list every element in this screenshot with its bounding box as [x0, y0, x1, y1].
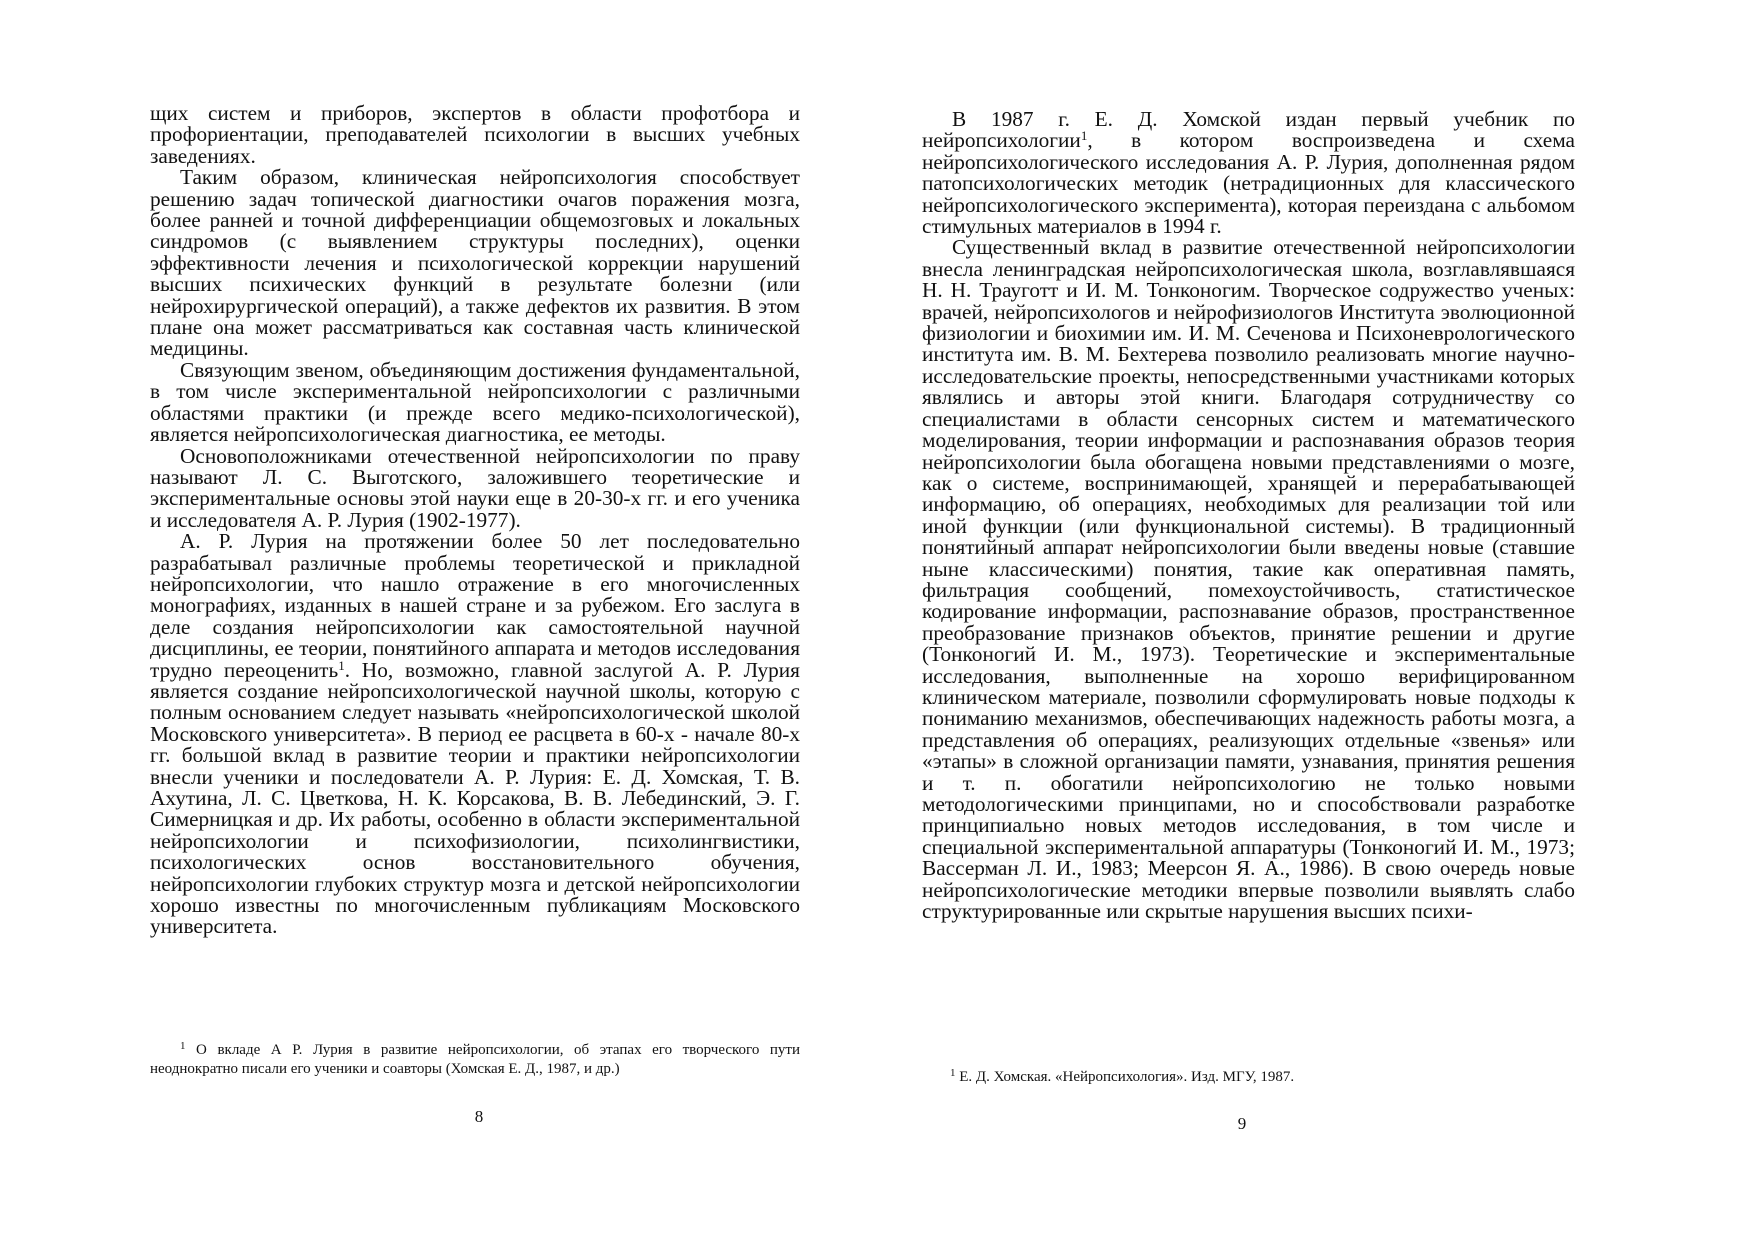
footnote-mark: 1: [950, 1067, 956, 1079]
left-page-body: [150, 103, 800, 938]
paragraph: [150, 531, 800, 938]
paragraph: Основоположниками отечественной нейропсихологии по праву называют Л. С. Выготского, заложившего теоретические и экспериментальные основы этой науки еще в 20-30-х гг. и его ученика и исследователя А. Р. Лурия (1902-1977).: [150, 443, 800, 532]
paragraph-text: А. Р. Лурия на протяжении более 50 лет последовательно разрабатывал различные проблемы теоретической и прикладной нейропсихологии, что нашло отражение в его многочисленных монографиях, изданных в нашей стране и за рубежом. Его заслуга в деле создания нейропсихологии как самостоятельной научной дисциплины, ее теории, понятийного аппарата и методов исследования трудно переоценить: [150, 529, 800, 682]
paragraph: Таким образом, клиническая нейропсихология способствует решению задач топической диагностики очагов поражения мозга, более ранней и точной дифференциации общемозговых и локальных синдромов (с выявлением структуры последних), оценки эффективности лечения и психологической коррекции нарушений высших психических функций в результате болезни (или нейрохирургической операций), а также дефектов их развития. В этом плане она может рассматриваться как составная часть клинической медицины.: [150, 165, 800, 361]
footnote-marker: 1: [338, 657, 345, 673]
paragraph-text: , в котором воспроизведена и схема нейропсихологического исследования А. Р. Лурия, дополненная рядом патопсихологических методик (нетрадиционных для классического нейропсихологического эксперимента), которая переиздана с альбомом стимульных материалов в 1994 г.: [922, 128, 1575, 239]
paragraph: щих систем и приборов, экспертов в области профотбора и профориентации, преподавателей психологии в высших учебных заведениях.: [150, 101, 800, 168]
footnote: [922, 1068, 1575, 1087]
paragraph: Существенный вклад в развитие отечественной нейропсихологии внесла ленинградская нейропсихологическая школа, возглавлявшаяся Н. Н. Трауготт и И. М. Тонконогим. Творческое содружество ученых: врачей, нейропсихологов и нейрофизиологов Института эволюционной физиологии и биохимии им. И. М. Сеченова и Психоневрологического института им. В. М. Бехтерева позволило реализовать многие научно-исследовательские проекты, непосредственными участниками которых являлись и авторы этой книги. Благодаря сотрудничеству со специалистами в области сенсорных систем и математического моделирования, теории информации и распознавания образов теория нейропсихологии была обогащена новыми представлениями о мозге, как о системе, воспринимающей, хранящей и перерабатывающей информацию, об операциях, необходимых для реализации той или иной функции (или функциональной системы). В традиционный понятийный аппарат нейропсихологии были введены новые (ставшие ныне классическими) понятия, такие как оперативная память, фильтрация сообщений, помехоустойчивость, статистическое кодирование информации, распознавание образов, пространственное преобразование признаков объектов, принятие решении и другие (Тонконогий И. М., 1973). Теоретические и экспериментальные исследования, выполненные на хорошо верифицированном клиническом материале, позволили сформулировать новые подходы к пониманию механизмов, обеспечивающих надежность работы мозга, а представления об операциях, реализующих отдельные «звенья» или «этапы» в сложной организации памяти, узнавания, принятия решения и т. п. обогатили нейропсихологию не только новыми методологическими принципами, но и способствовали разработке принципиально новых методов исследования, в том числе и специальной экспериментальной аппаратуры (Тонконогий И. М., 1973; Вассерман Л. И., 1983; Меерсон Я. А., 1986). В свою очередь новые нейропсихологические методики впервые позволили выявлять слабо структурированные или скрытые нарушения высших психи-: [922, 235, 1575, 924]
paragraph: [922, 109, 1575, 237]
right-page: [876, 0, 1753, 1241]
footnote: [150, 1041, 800, 1079]
page-number: 8: [474, 1107, 484, 1126]
right-page-body: [922, 109, 1575, 922]
footnote-text: О вкладе А Р. Лурия в развитие нейропсихологии, об этапах его творческого пути неоднократно писали его ученики и соавторы (Хомская Е. Д., 1987, и др.): [150, 1042, 800, 1077]
left-page: [0, 0, 876, 1241]
paragraph: Связующим звеном, объединяющим достижения фундаментальной, в том числе экспериментальной нейропсихологии с различными областями практики (и прежде всего медико-психологической), является нейропсихологическая диагностика, ее методы.: [150, 357, 800, 447]
paragraph-text: . Но, возможно, главной заслугой А. Р. Лурия является создание нейропсихологической научной школы, которую с полным основанием следует называть «нейропсихологической школой Московского университета». В период ее расцвета в 60-х - начале 80-х гг. большой вклад в развитие теории и практики нейропсихологии внесли ученики и последователи А. Р. Лурия: Е. Д. Хомская, Т. В. Ахутина, Л. С. Цветкова, Н. К. Корсакова, В. В. Лебединский, Э. Г. Симерницкая и др. Их работы, особенно в области экспериментальной нейропсихологии и психофизиологии, психолингвистики, психологических основ восстановительного обучения, нейропсихологии глубоких структур мозга и детской нейропсихологии хорошо известны по многочисленным публикациям Московского университета.: [150, 657, 800, 939]
footnote-marker: 1: [1080, 128, 1088, 144]
paragraph-text: В 1987 г. Е. Д. Хомской издан первый учебник по нейропсихологии: [922, 107, 1575, 153]
page-number: 9: [1237, 1114, 1247, 1133]
footnote-text: Е. Д. Хомская. «Нейропсихология». Изд. МГУ, 1987.: [955, 1069, 1295, 1085]
footnote-mark: 1: [180, 1040, 186, 1052]
